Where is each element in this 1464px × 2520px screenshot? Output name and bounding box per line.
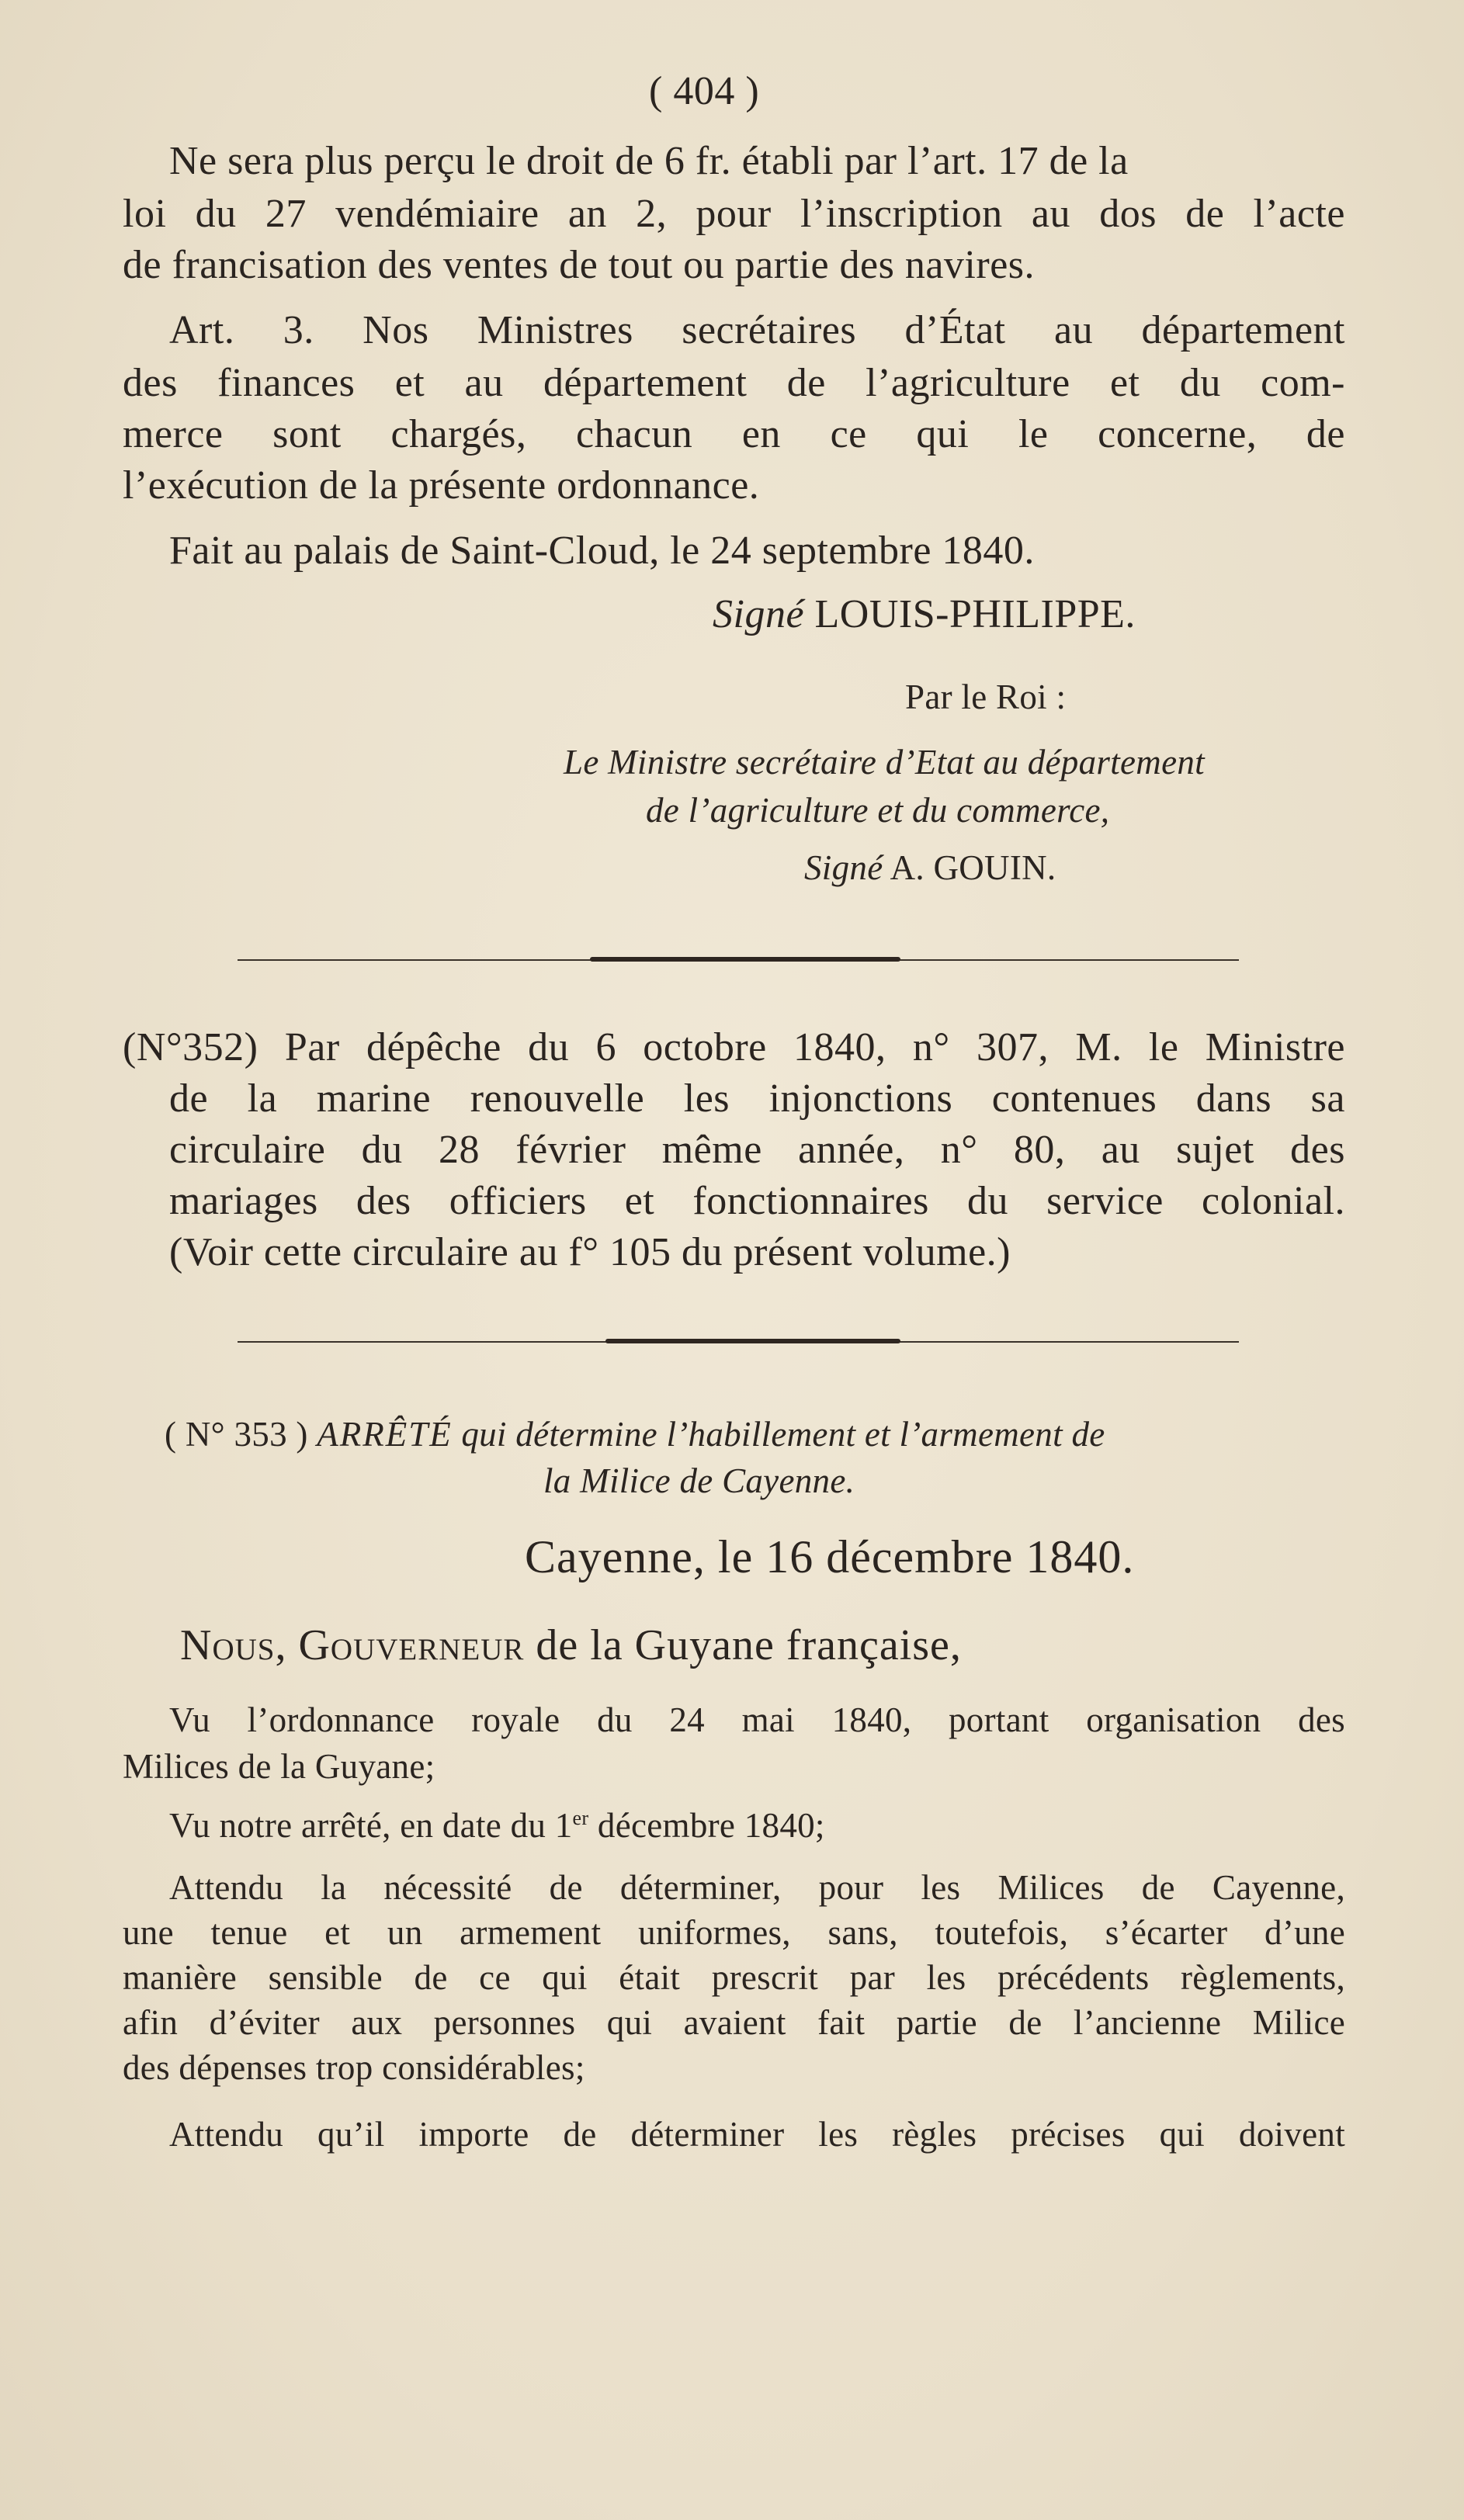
para2-pre: Vu notre arrêté, en date du 1	[169, 1806, 573, 1845]
paragraph-line: Attendu la nécessité de déterminer, pour les Milices de Cayenne,	[169, 1868, 1345, 1907]
paragraph-line: Vu l’ordonnance royale du 24 mai 1840, portant organisation des	[169, 1700, 1345, 1739]
dispatch-line: mariages des officiers et fonctionnaires du service colonial.	[169, 1179, 1345, 1223]
paragraph-line: loi du 27 vendémiaire an 2, pour l’inscription au dos de l’acte	[123, 192, 1345, 236]
paragraph-line: des dépenses trop considérables;	[123, 2048, 585, 2087]
fait-line: Fait au palais de Saint-Cloud, le 24 septembre 1840.	[169, 529, 1035, 573]
signe-label: Signé	[804, 848, 883, 887]
separator-rule-center	[590, 957, 900, 962]
gouverneur-word: Gouverneur	[298, 1621, 525, 1669]
para2-post: décembre 1840;	[588, 1806, 825, 1845]
signe-label: Signé	[713, 592, 805, 636]
dispatch-line: (N°352) Par dépêche du 6 octobre 1840, n° 307, M. le Ministre	[123, 1025, 1345, 1069]
arrete-word: ARRÊTÉ	[317, 1415, 453, 1454]
minister-title-line: Le Ministre secrétaire d’Etat au département	[564, 743, 1205, 782]
paragraph-line: Attendu qu’il importe de déterminer les règles précises qui doivent	[169, 2115, 1345, 2154]
par-le-roi: Par le Roi :	[905, 678, 1067, 716]
nous-gouverneur-line	[180, 1620, 962, 1670]
arrete-title-line2: la Milice de Cayenne.	[543, 1461, 855, 1500]
dispatch-line: circulaire du 28 février même année, n° 80, au sujet des	[169, 1128, 1345, 1172]
place-date: Cayenne, le 16 décembre 1840.	[525, 1531, 1135, 1582]
guyane-text: de la Guyane française,	[536, 1621, 962, 1669]
arrete-title: qui détermine l’habillement et l’armement de	[461, 1415, 1105, 1454]
signatory-name: LOUIS-PHILIPPE.	[814, 592, 1136, 636]
article-line: merce sont chargés, chacun en ce qui le concerne, de	[123, 412, 1345, 456]
page-number: ( 404 )	[649, 69, 760, 113]
paragraph-line: manière sensible de ce qui était prescrit par les précédents règlements,	[123, 1958, 1345, 1997]
paragraph-line: Milices de la Guyane;	[123, 1747, 435, 1786]
article-line: des finances et au département de l’agriculture et du com-	[123, 361, 1345, 405]
paragraph-line: une tenue et un armement uniformes, sans, toutefois, s’écarter d’une	[123, 1913, 1345, 1952]
para2-sup: er	[572, 1807, 589, 1829]
article-line: l’exécution de la présente ordonnance.	[123, 463, 760, 508]
signature-gouin	[804, 848, 1056, 888]
arrete-heading	[165, 1414, 1105, 1454]
separator-rule-center	[605, 1339, 900, 1343]
arrete-number: ( N° 353 )	[165, 1415, 308, 1454]
minister-title-line: de l’agriculture et du commerce,	[646, 791, 1110, 830]
dispatch-line: (Voir cette circulaire au f° 105 du présent volume.)	[169, 1230, 1011, 1274]
article-line: Art. 3. Nos Ministres secrétaires d’État au département	[169, 308, 1345, 352]
paragraph-line: de francisation des ventes de tout ou partie des navires.	[123, 243, 1036, 287]
dispatch-line: de la marine renouvelle les injonctions contenues dans sa	[169, 1076, 1345, 1121]
paragraph-line	[169, 1805, 825, 1846]
signature-louis-philippe	[713, 591, 1136, 637]
signatory-name: A. GOUIN.	[890, 848, 1056, 887]
paragraph-line: afin d’éviter aux personnes qui avaient fait partie de l’ancienne Milice	[123, 2003, 1345, 2042]
nous-word: Nous,	[180, 1621, 287, 1669]
paragraph-line: Ne sera plus perçu le droit de 6 fr. établi par l’art. 17 de la	[169, 139, 1129, 183]
